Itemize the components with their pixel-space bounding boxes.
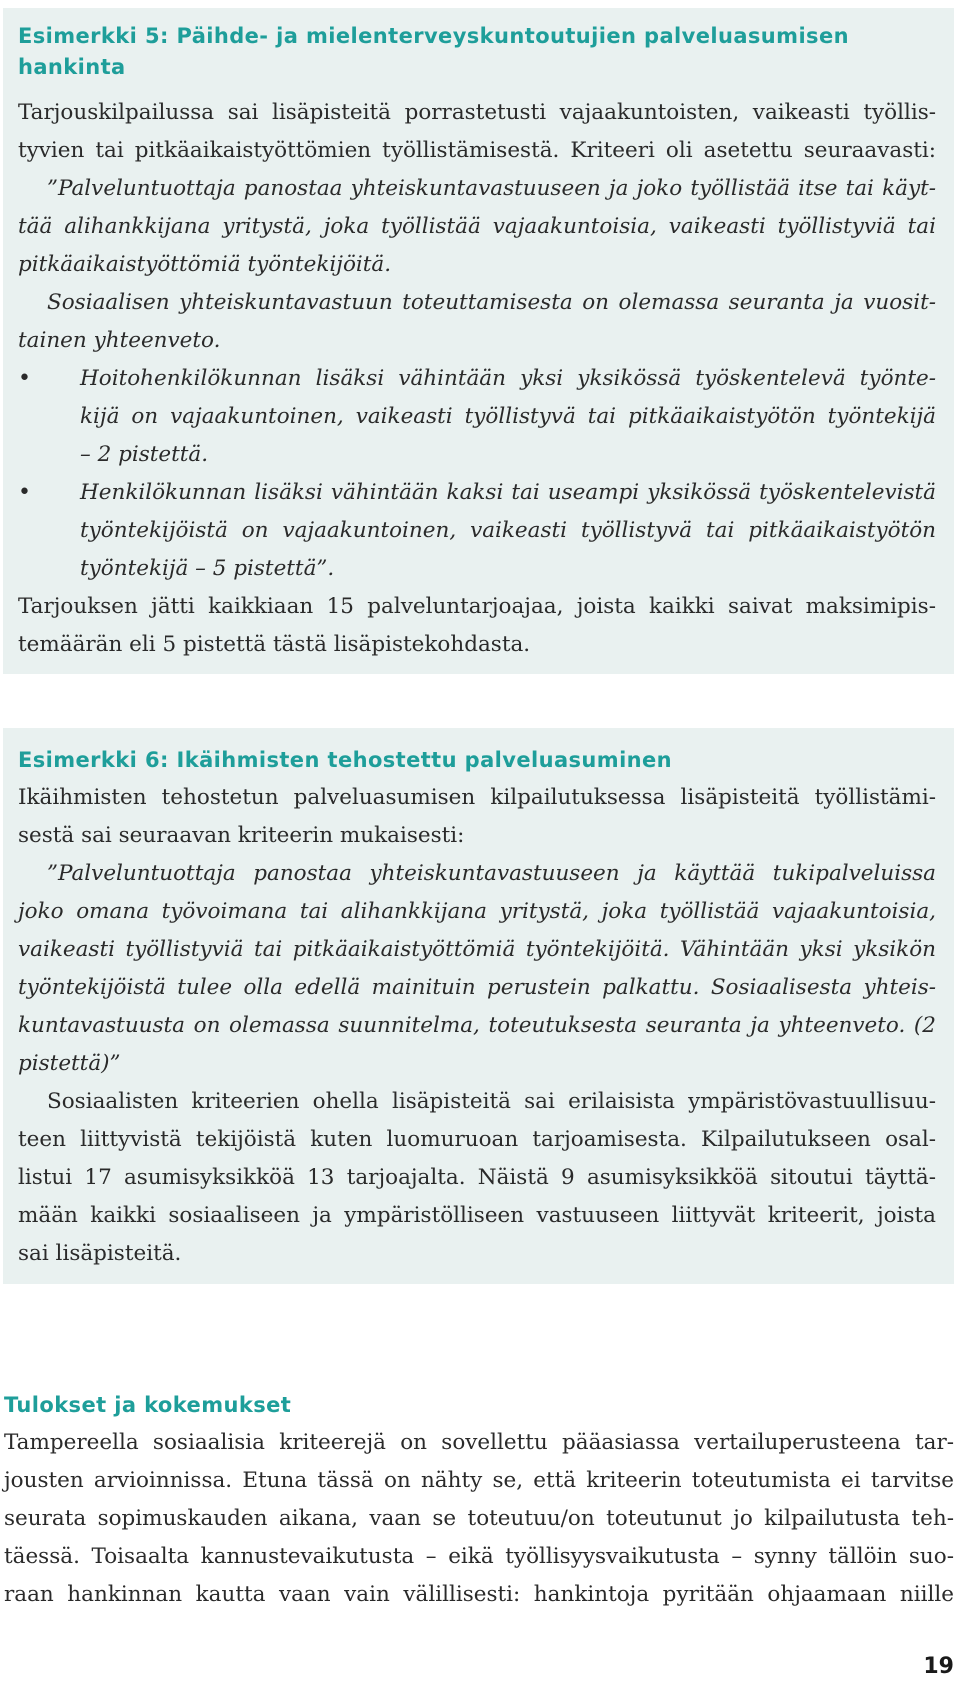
- example-5-bullet-1-line: kijä on vajaakuntoinen, vaikeasti työllistyvä tai pitkäaikaistyötön työntekijä: [80, 404, 936, 429]
- example-6-quote-line: joko omana työvoimana tai alihankkijana yritystä, joka työllistää vajaakuntoisia,: [18, 899, 936, 924]
- example-6-quote-line: kuntavastuusta on olemassa suunnitelma, toteutuksesta seuranta ja yhteenveto. (2: [18, 1013, 936, 1038]
- example-6-quote-line: vaikeasti työllistyviä tai pitkäaikaistyöttömiä työntekijöitä. Vähintään yksi yksikön: [18, 937, 936, 962]
- example-5-bullet-1-line: – 2 pistettä.: [80, 442, 209, 467]
- example-6-outcome-line: Sosiaalisten kriteerien ohella lisäpisteitä sai erilaisista ympäristövastuullisuu-: [47, 1089, 936, 1114]
- results-text-line: Tampereella sosiaalisia kriteerejä on sovellettu pääasiassa vertailuperusteena tar-: [4, 1430, 954, 1455]
- example-5-bullet-2-line: työntekijöistä on vajaakuntoinen, vaikeasti työllistyvä tai pitkäaikaistyötön: [80, 518, 936, 543]
- example-6-intro-line: Ikäihmisten tehostetun palveluasumisen kilpailutuksessa lisäpisteitä työllistämi-: [18, 785, 936, 810]
- example-5-intro-line: tyvien tai pitkäaikaistyöttömien työllistämisestä. Kriteeri oli asetettu seuraavasti:: [18, 138, 936, 163]
- example-5-quote-line: ”Palveluntuottaja panostaa yhteiskuntavastuuseen ja joko työllistää itse tai käyt-: [47, 176, 936, 201]
- results-text-line: raan hankinnan kautta vaan vain välillisesti: hankintoja pyritään ohjaamaan niille: [4, 1582, 954, 1607]
- example-5-outcome-line: temäärän eli 5 pistettä tästä lisäpistekohdasta.: [18, 632, 531, 657]
- example-6-title: Esimerkki 6: Ikäihmisten tehostettu palveluasuminen: [18, 748, 673, 772]
- example-5-title-line-1: Esimerkki 5: Päihde- ja mielenterveyskuntoutujien palveluasumisen: [18, 24, 849, 48]
- example-5-bullet-2-line: Henkilökunnan lisäksi vähintään kaksi tai useampi yksikössä työskentelevistä: [80, 480, 936, 505]
- results-text-line: täessä. Toisaalta kannustevaikutusta – eikä työllisyysvaikutusta – synny tällöin suo-: [4, 1544, 954, 1569]
- example-6-outcome-line: listui 17 asumisyksikköä 13 tarjoajalta. Näistä 9 asumisyksikköä sitoutui täyttä-: [18, 1165, 936, 1190]
- results-text-line: jousten arvioinnissa. Etuna tässä on nähty se, että kriteerin toteutumista ei tarvitse: [4, 1468, 954, 1493]
- example-5-quote-line: Sosiaalisen yhteiskuntavastuun toteuttamisesta on olemassa seuranta ja vuosit-: [47, 290, 936, 315]
- bullet-marker: •: [18, 480, 31, 505]
- example-6-quote-line: ”Palveluntuottaja panostaa yhteiskuntavastuuseen ja käyttää tukipalveluissa: [47, 861, 936, 886]
- example-5-bullet-2-line: työntekijä – 5 pistettä”.: [80, 556, 335, 581]
- example-5-intro-line: Tarjouskilpailussa sai lisäpisteitä porrastetusti vajaakuntoisten, vaikeasti työllis-: [18, 100, 936, 125]
- example-6-outcome-line: teen liittyvistä tekijöistä kuten luomuruoan tarjoamisesta. Kilpailutukseen osal-: [18, 1127, 936, 1152]
- example-6-quote-line: pistettä)”: [18, 1051, 121, 1076]
- example-6-intro-line: sestä sai seuraavan kriteerin mukaisesti:: [18, 823, 465, 848]
- bullet-marker: •: [18, 366, 31, 391]
- example-5-title-line-2: hankinta: [18, 55, 126, 79]
- example-5-quote-line: pitkäaikaistyöttömiä työntekijöitä.: [18, 252, 392, 277]
- example-6-outcome-line: sai lisäpisteitä.: [18, 1241, 182, 1266]
- results-title: Tulokset ja kokemukset: [4, 1393, 292, 1417]
- example-6-quote-line: työntekijöistä tulee olla edellä mainituin perustein palkattu. Sosiaalisesta yhteis-: [18, 975, 936, 1000]
- example-5-bullet-1-line: Hoitohenkilökunnan lisäksi vähintään yksi yksikössä työskentelevä työnte-: [80, 366, 936, 391]
- example-5-quote-line: tainen yhteenveto.: [18, 328, 221, 353]
- example-5-quote-line: tää alihankkijana yritystä, joka työllistää vajaakuntoisia, vaikeasti työllistyviä tai: [18, 214, 936, 239]
- page-number: 19: [923, 1654, 954, 1679]
- example-5-outcome-line: Tarjouksen jätti kaikkiaan 15 palveluntarjoajaa, joista kaikki saivat maksimipis-: [18, 594, 936, 619]
- example-6-outcome-line: mään kaikki sosiaaliseen ja ympäristölliseen vastuuseen liittyvät kriteerit, joista: [18, 1203, 936, 1228]
- results-text-line: seurata sopimuskauden aikana, vaan se toteutuu/on toteutunut jo kilpailutusta teh-: [4, 1506, 954, 1531]
